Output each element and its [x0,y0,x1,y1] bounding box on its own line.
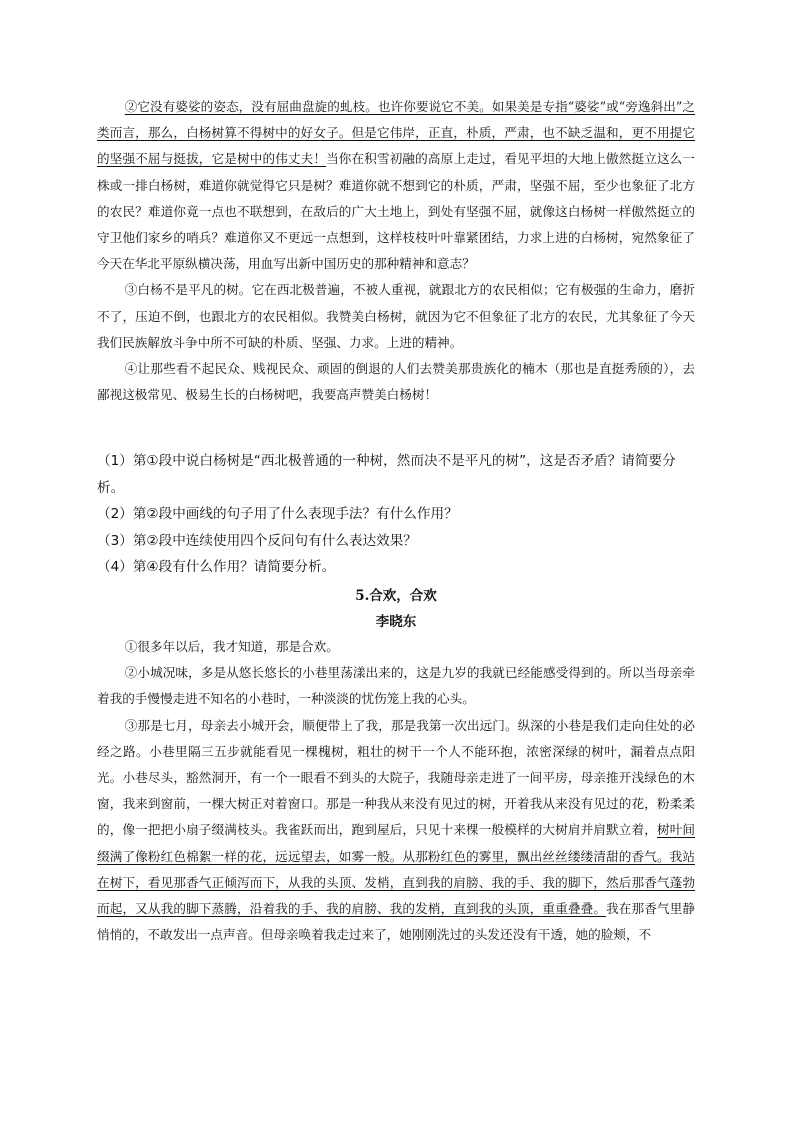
question-3: （3）第②段中连续使用四个反问句有什么表达效果？ [97,532,417,549]
paragraph-3 [97,713,695,949]
paragraph-3-text: ③那是七月，母亲去小城开会，顺便带上了我，那是我第一次出远门。纵深的小巷是我们走向住处的必经之路。小巷里隔三五步就能看见一棵槐树，粗壮的树干一个人不能环抱，浓密深绿的树叶，漏着点点阳光。小巷尽头，豁然洞开，有一个一眼看不到头的大院子，我随母亲走进了一间平房，母亲推开浅绿色的木窗，我来到窗前，一棵大树正对着窗口。那是一种我从来没有见过的树，开着我从来没有见过的花，粉柔柔的，像一把把小扇子缀满枝头。我雀跃而出，跑到屋后，只见十来棵一般模样的大树肩并肩默立着， [97,717,695,838]
passage-baiyang [97,94,695,408]
paragraph-2 [97,94,695,277]
paragraph-2: ②小城况味，多是从悠长悠长的小巷里荡漾出来的，这是九岁的我就已经能感受得到的。所以当母亲牵着我的手慢慢走进不知名的小巷时，一种淡淡的忧伤笼上我的心头。 [97,665,695,707]
paragraph-3-tail: 我在那香气里静悄悄的，不敢发出一点声音。但母亲唤着我走过来了，她刚刚洗过的头发还没有干透，她的脸颊，不 [97,901,696,943]
article-author: 李晓东 [375,614,417,630]
paragraph-1: ①很多年以后，我才知道，那是合欢。 [124,639,339,654]
underlined-sentence: ②它没有婆娑的姿态，没有屈曲盘旋的虬枝。也许你要说它不美。如果美是专指“婆娑”或“旁逸斜出”之类而言，那么，白杨树算不得树中的好女子。但是它伟岸，正直，朴质，严肃，也不缺乏温和，更不用提它的坚强不屈与挺拔，它是树中的伟丈夫！ [97,99,695,167]
question-1: （1）第①段中说白杨树是“西北极普通的一种树，然而决不是平凡的树”，这是否矛盾？请简要分析。 [97,453,676,496]
question-list [97,448,695,581]
rhetorical-questions: 当你在积雪初融的高原上走过，看见平坦的大地上傲然挺立这么一株或一排白杨树，难道你就觉得它只是树？难道你就不想到它的朴质，严肃，坚强不屈，至少也象征了北方的农民？难道你竟一点也不联想到，在敌后的广大土地上，到处有坚强不屈，就像这白杨树一样傲然挺立的守卫他们家乡的哨兵？难道你又不更远一点想到，这样枝枝叶叶靠紧团结，力求上进的白杨树，宛然象征了今天在华北平原纵横决荡，用血写出新中国历史的那种精神和意志？ [97,151,696,272]
paragraph-4: ④让那些看不起民众、贱视民众、顽固的倒退的人们去赞美那贵族化的楠木（那也是直挺秀颀的），去鄙视这极常见、极易生长的白杨树吧，我要高声赞美白杨树！ [97,361,695,403]
article-title: 5.合欢，合欢 [355,588,437,604]
passage-hehuan [97,634,695,948]
question-4: （4）第④段有什么作用？请简要分析。 [97,559,336,575]
question-2: （2）第②段中画线的句子用了什么表现手法？有什么作用？ [97,506,458,522]
paragraph-3: ③白杨不是平凡的树。它在西北极普遍，不被人重视，就跟北方的农民相似；它有极强的生命力，磨折不了，压迫不倒，也跟北方的农民相似。我赞美白杨树，就因为它不但象征了北方的农民，尤其象征了今天我们民族解放斗争中所不可缺的朴质、坚强、力求。上进的精神。 [97,282,695,350]
underlined-sentence: 树叶间缀满了像粉红色棉絮一样的花，远远望去，如雾一般。从那粉红色的雾里，飘出丝丝缕缕清甜的香气。我站在树下，看见那香气正倾泻而下，从我的头顶、发梢，直到我的肩膀、我的手、我的脚下，然后那香气蓬勃而起，又从我的脚下蒸腾，沿着我的手、我的肩膀、我的发梢，直到我的头顶，重重叠叠。 [97,822,696,917]
